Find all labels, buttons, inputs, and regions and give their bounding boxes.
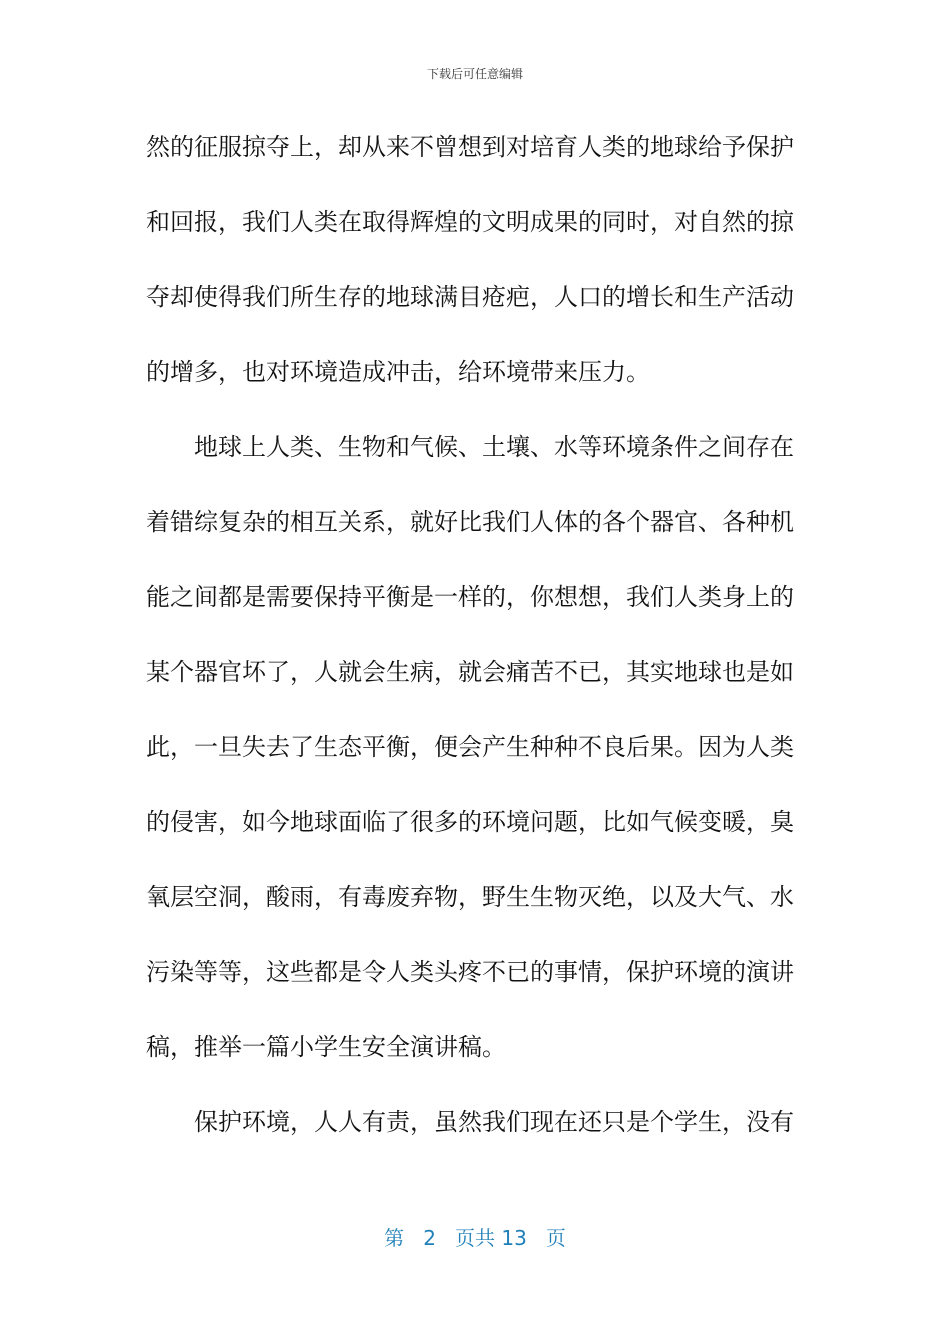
paragraph-line: 着错综复杂的相互关系，就好比我们人体的各个器官、各种机 [146,508,794,536]
paragraph-line: 能之间都是需要保持平衡是一样的，你想想，我们人类身上的 [146,583,794,611]
paragraph-line: 某个器官坏了，人就会生病，就会痛苦不已，其实地球也是如 [146,658,794,686]
paragraph-line: 的侵害，如今地球面临了很多的环境问题，比如气候变暖，臭 [146,808,794,836]
footer-current-page: 2 [423,1226,436,1250]
footer-total-pages: 13 [501,1226,527,1250]
paragraph-line: 氧层空洞，酸雨，有毒废弃物，野生生物灭绝，以及大气、水 [146,883,794,911]
paragraph-line: 此，一旦失去了生态平衡，便会产生种种不良后果。因为人类 [146,733,794,761]
page-header: 下载后可任意编辑 [426,67,523,81]
footer-middle: 页共 [455,1226,495,1250]
paragraph-line: 地球上人类、生物和气候、土壤、水等环境条件之间存在 [194,433,794,461]
footer-suffix: 页 [545,1226,566,1250]
page-footer [0,1224,950,1252]
paragraph-line: 污染等等，这些都是令人类头疼不已的事情，保护环境的演讲 [146,958,794,986]
footer-prefix: 第 [384,1226,405,1250]
paragraph-line: 然的征服掠夺上，却从来不曾想到对培育人类的地球给予保护 [146,133,794,161]
document-body [146,120,794,1170]
paragraph-line: 夺却使得我们所生存的地球满目疮疤，人口的增长和生产活动 [146,283,794,311]
paragraph-line: 和回报，我们人类在取得辉煌的文明成果的同时，对自然的掠 [146,208,794,236]
paragraph-line: 稿，推举一篇小学生安全演讲稿。 [146,1033,506,1061]
paragraph-line: 保护环境，人人有责，虽然我们现在还只是个学生，没有 [194,1108,794,1136]
paragraph-line: 的增多，也对环境造成冲击，给环境带来压力。 [146,358,650,386]
